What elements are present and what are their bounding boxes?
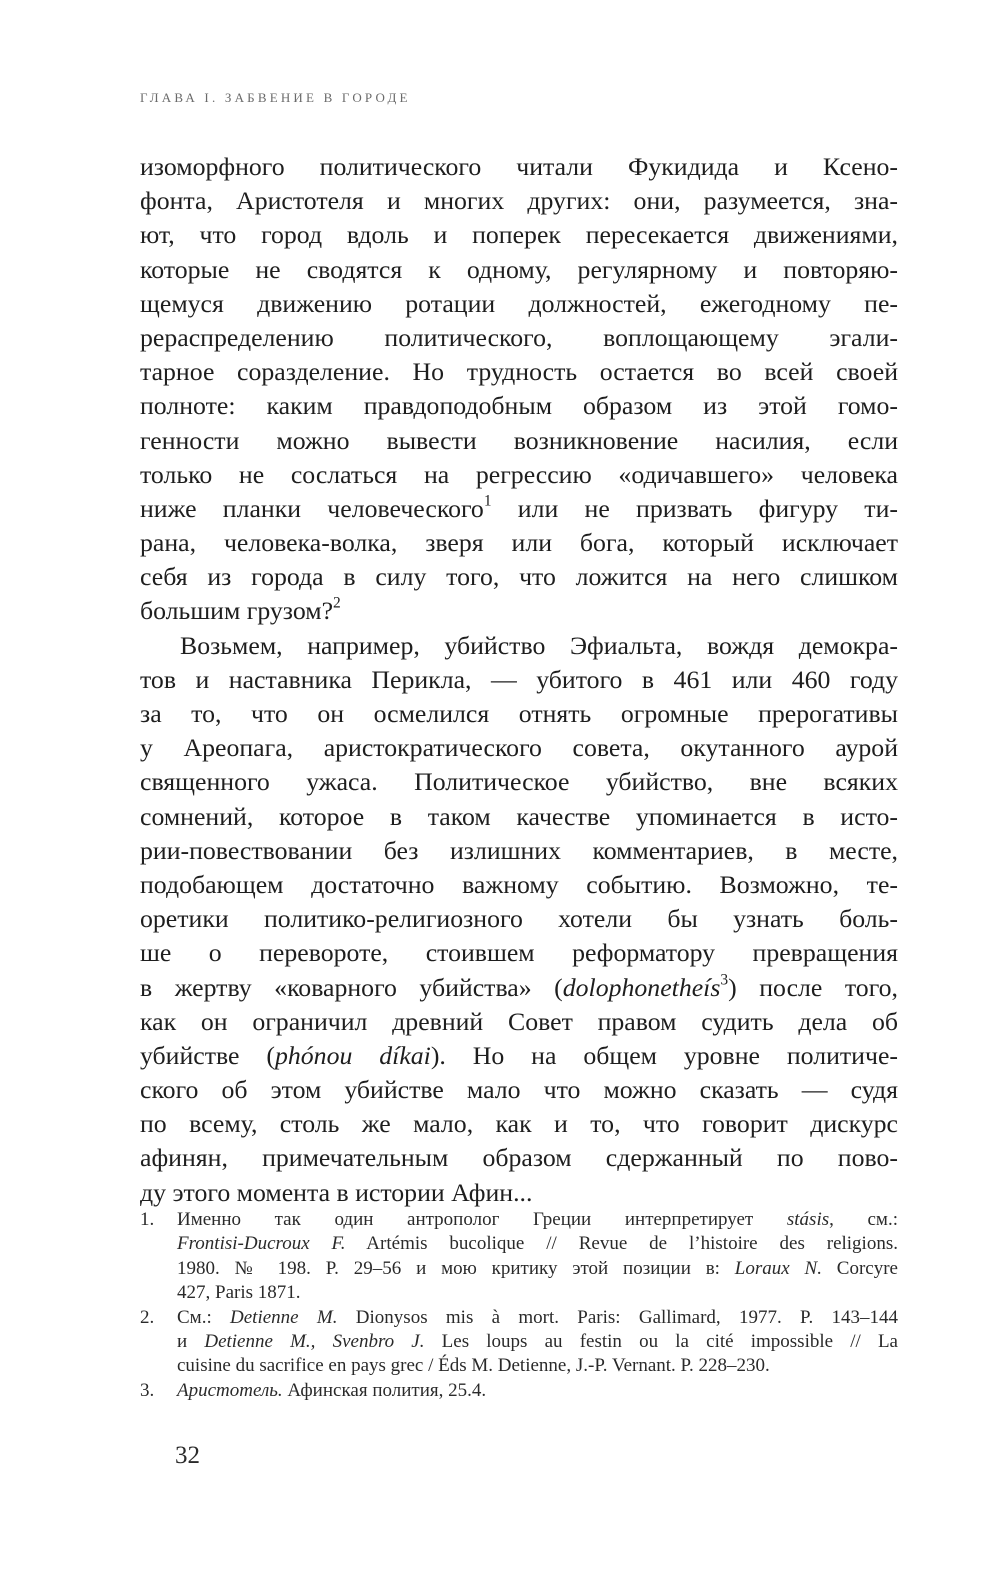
text-line: только не сослаться на регрессию «одичавшего» человека (140, 459, 898, 489)
text-line: щемуся движению ротации должностей, ежегодному пе- (140, 288, 898, 318)
text-line: рераспределению политического, воплощающему эгали- (140, 322, 898, 352)
text-line: которые не сводятся к одному, регулярному и повторяю- (140, 254, 898, 284)
footnotes (140, 1208, 898, 1403)
text-line (140, 971, 898, 1005)
text-fragment: Dionysos mis à mort. Paris: Gallimard, 1977. P. 143–144 (337, 1306, 899, 1328)
footnote-3 (140, 1379, 898, 1403)
footnote-line (177, 1232, 898, 1256)
text-fragment: и (177, 1330, 205, 1352)
text-fragment: в жертву «коварного убийства» ( (140, 972, 563, 1002)
footnote-ref-1[interactable]: 1 (483, 492, 492, 510)
author-name: Detienne M., Svenbro J. (204, 1330, 425, 1352)
text-fragment: ) после того, (728, 972, 898, 1002)
text-line: оретики политико-религиозного хотели бы узнать боль- (140, 904, 898, 934)
text-fragment: Именно так один антрополог Греции интерпретирует (177, 1209, 787, 1230)
footnote-line (177, 1379, 898, 1403)
footnote-2 (140, 1306, 898, 1379)
author-name: Frontisi-Ducroux F. (177, 1233, 346, 1255)
italic-term: phónou díkai (274, 1040, 431, 1070)
text-fragment: Corcyre (821, 1257, 898, 1279)
text-line: ше о перевороте, стоившем реформатору превращения (140, 938, 898, 968)
text-fragment: убийстве ( (140, 1040, 275, 1070)
footnote-line: cuisine du sacrifice en pays grec / Éds M. Detienne, J.-P. Vernant. P. 228–230. (177, 1355, 770, 1377)
footnote-number: 3. (140, 1379, 155, 1401)
text-line: Возьмем, например, убийство Эфиальта, вождя демокра- (180, 630, 898, 660)
text-fragment: 1980. № 198. P. 29–56 и мою критику этой позиции в: (177, 1257, 735, 1279)
text-line: тов и наставника Перикла, — убитого в 461 или 460 году (140, 664, 898, 694)
footnote-line (177, 1330, 898, 1354)
text-fragment: ниже планки человеческого (140, 493, 484, 523)
text-fragment: или не призвать фигуру ти- (491, 493, 898, 523)
text-fragment: , см.: (829, 1209, 898, 1230)
text-fragment: Les loups au festin ou la cité impossible // La (424, 1330, 898, 1352)
text-fragment: Artémis bucolique // Revue de l’histoire des religions. (345, 1233, 898, 1255)
text-line: рана, человека-волка, зверя или бога, который исключает (140, 528, 898, 558)
text-line (140, 492, 898, 526)
text-line: изоморфного политического читали Фукидида и Ксено- (140, 152, 898, 181)
footnote-line (177, 1257, 898, 1281)
page-number: 32 (175, 1442, 200, 1469)
text-line: за то, что он осмелился отнять огромные прерогативы (140, 699, 898, 728)
text-line: рии-повествовании без излишних комментариев, в месте, (140, 835, 898, 865)
text-line: генности можно вывести возникновение насилия, если (140, 425, 898, 455)
body-text (140, 150, 898, 1210)
text-line: афинян, примечательным образом сдержанный по пово- (140, 1143, 898, 1173)
text-fragment: См.: (177, 1306, 231, 1328)
text-line: как он ограничил древний Совет правом судить дела об (140, 1006, 898, 1036)
text-line: сомнений, которое в таком качестве упоминается в исто- (140, 801, 898, 831)
text-line: ду этого момента в истории Афин... (140, 1177, 533, 1207)
text-fragment: большим грузом? (140, 596, 334, 626)
text-line (140, 1039, 898, 1073)
author-name: Аристотель. (177, 1379, 283, 1401)
text-fragment: ). Но на общем уровне политиче- (430, 1040, 899, 1070)
paragraph-2 (140, 629, 898, 1210)
footnote-number: 2. (140, 1306, 155, 1328)
text-line: у Ареопага, аристократического совета, окутанного аурой (140, 733, 898, 763)
text-fragment: Афинская полития, 25.4. (282, 1379, 487, 1401)
footnote-line (177, 1306, 898, 1330)
text-line: ского об этом убийстве мало что можно сказать — судя (140, 1075, 898, 1105)
running-head: ГЛАВА I. ЗАБВЕНИЕ В ГОРОДЕ (140, 90, 411, 105)
text-line: полноте: каким правдоподобным образом из этой гомо- (140, 391, 898, 421)
italic-term: stásis (786, 1209, 830, 1230)
footnote-number: 1. (140, 1209, 155, 1230)
footnote-ref-2[interactable]: 2 (333, 594, 341, 612)
footnote-ref-3[interactable]: 3 (720, 970, 729, 988)
author-name: Detienne M. (230, 1306, 338, 1328)
text-line: подобающем достаточно важному событию. Возможно, те- (140, 869, 898, 899)
paragraph-1 (140, 150, 898, 629)
text-line (140, 594, 898, 628)
text-line: священного ужаса. Политическое убийство, вне всяких (140, 767, 898, 797)
text-line: по всему, столь же мало, как и то, что говорит дискурс (140, 1109, 898, 1139)
footnote-line (177, 1208, 898, 1232)
text-line: фонта, Аристотеля и многих других: они, разумеется, зна- (140, 186, 898, 216)
italic-term: dolophonetheís (562, 972, 721, 1002)
author-name: Loraux N. (734, 1257, 822, 1279)
text-line: себя из города в силу того, что ложится на него слишком (140, 562, 898, 592)
text-line: ют, что город вдоль и поперек пересекается движениями, (140, 220, 898, 250)
footnote-1 (140, 1208, 898, 1306)
footnote-line: 427, Paris 1871. (177, 1282, 301, 1304)
text-line: тарное соразделение. Но трудность остается во всей своей (140, 357, 898, 387)
